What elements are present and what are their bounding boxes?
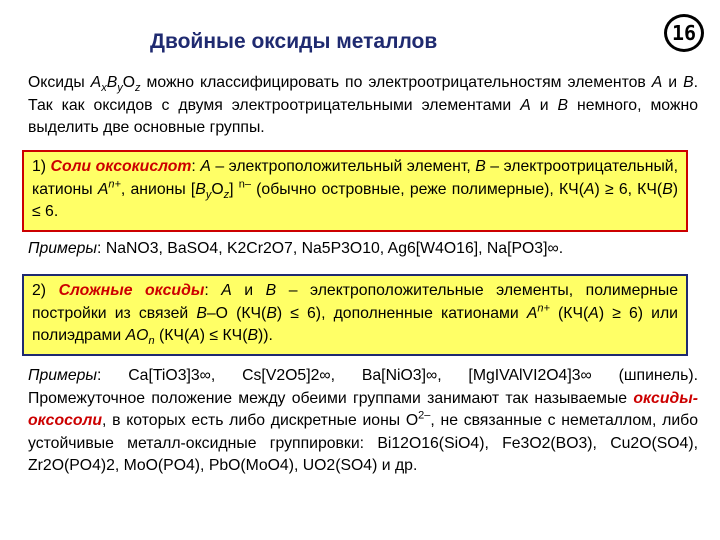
group1-box: 1) Соли оксокислот: A – электроположительный элемент, B – электроотрицательный, катионы $A^{n+}$, анионы $[B_yO_z]$ $^{n-}$ (обычно островные, реже полимерные), КЧ(A) ≥ 6, КЧ(B) ≤ 6. [22, 150, 688, 232]
examples2-paragraph: Примеры: Ca[TiO3]3∞, Cs[V2O5]2∞, Ba[NiO3]∞, [MgIVAlVI2O4]3∞ (шпинель). Промежуточное положение между обеими группами занимают так называемые оксиды-оксосоли, в которых есть либо дискретные ионы $O^{2-}$, не связанные с неметаллом, либо устойчивые металл-оксидные группировки: Bi12O16(SiO4), Fe3O2(BO3), Cu2O(SO4), Zr2O(PO4)2, MoO(PO4), PbO(MoO4), UO2(SO4) и др. [28, 367, 698, 474]
group1-name: Соли оксокислот [50, 158, 192, 175]
group2-name: Сложные оксиды [58, 282, 205, 299]
examples1-line: Примеры: NaNO3, BaSO4, K2Cr2O7, Na5P3O10, Ag6[W4O16], Na[PO3]∞. [28, 240, 564, 257]
slide-number-badge: 16 [664, 14, 704, 52]
group2-box: 2) Сложные оксиды: A и B – электроположительные элементы, полимерные постройки из связей B–O (КЧ(B) ≤ 6), дополненные катионами $A^{n+}$ (КЧ(A) ≥ 6) или полиэдрами $AO_n$ (КЧ(A) ≤ КЧ(B)). [22, 274, 688, 356]
slide-title: Двойные оксиды металлов [150, 30, 438, 53]
oxysalts-term: оксиды-оксосоли [28, 389, 698, 429]
intro-paragraph: Оксиды $A_xB_yO_z$ можно классифицировать по электроотрицательностям элементов A и B. Так как оксидов с двумя электроотрицательными элементами A и B немного, можно выделить две основные группы. [28, 74, 699, 136]
